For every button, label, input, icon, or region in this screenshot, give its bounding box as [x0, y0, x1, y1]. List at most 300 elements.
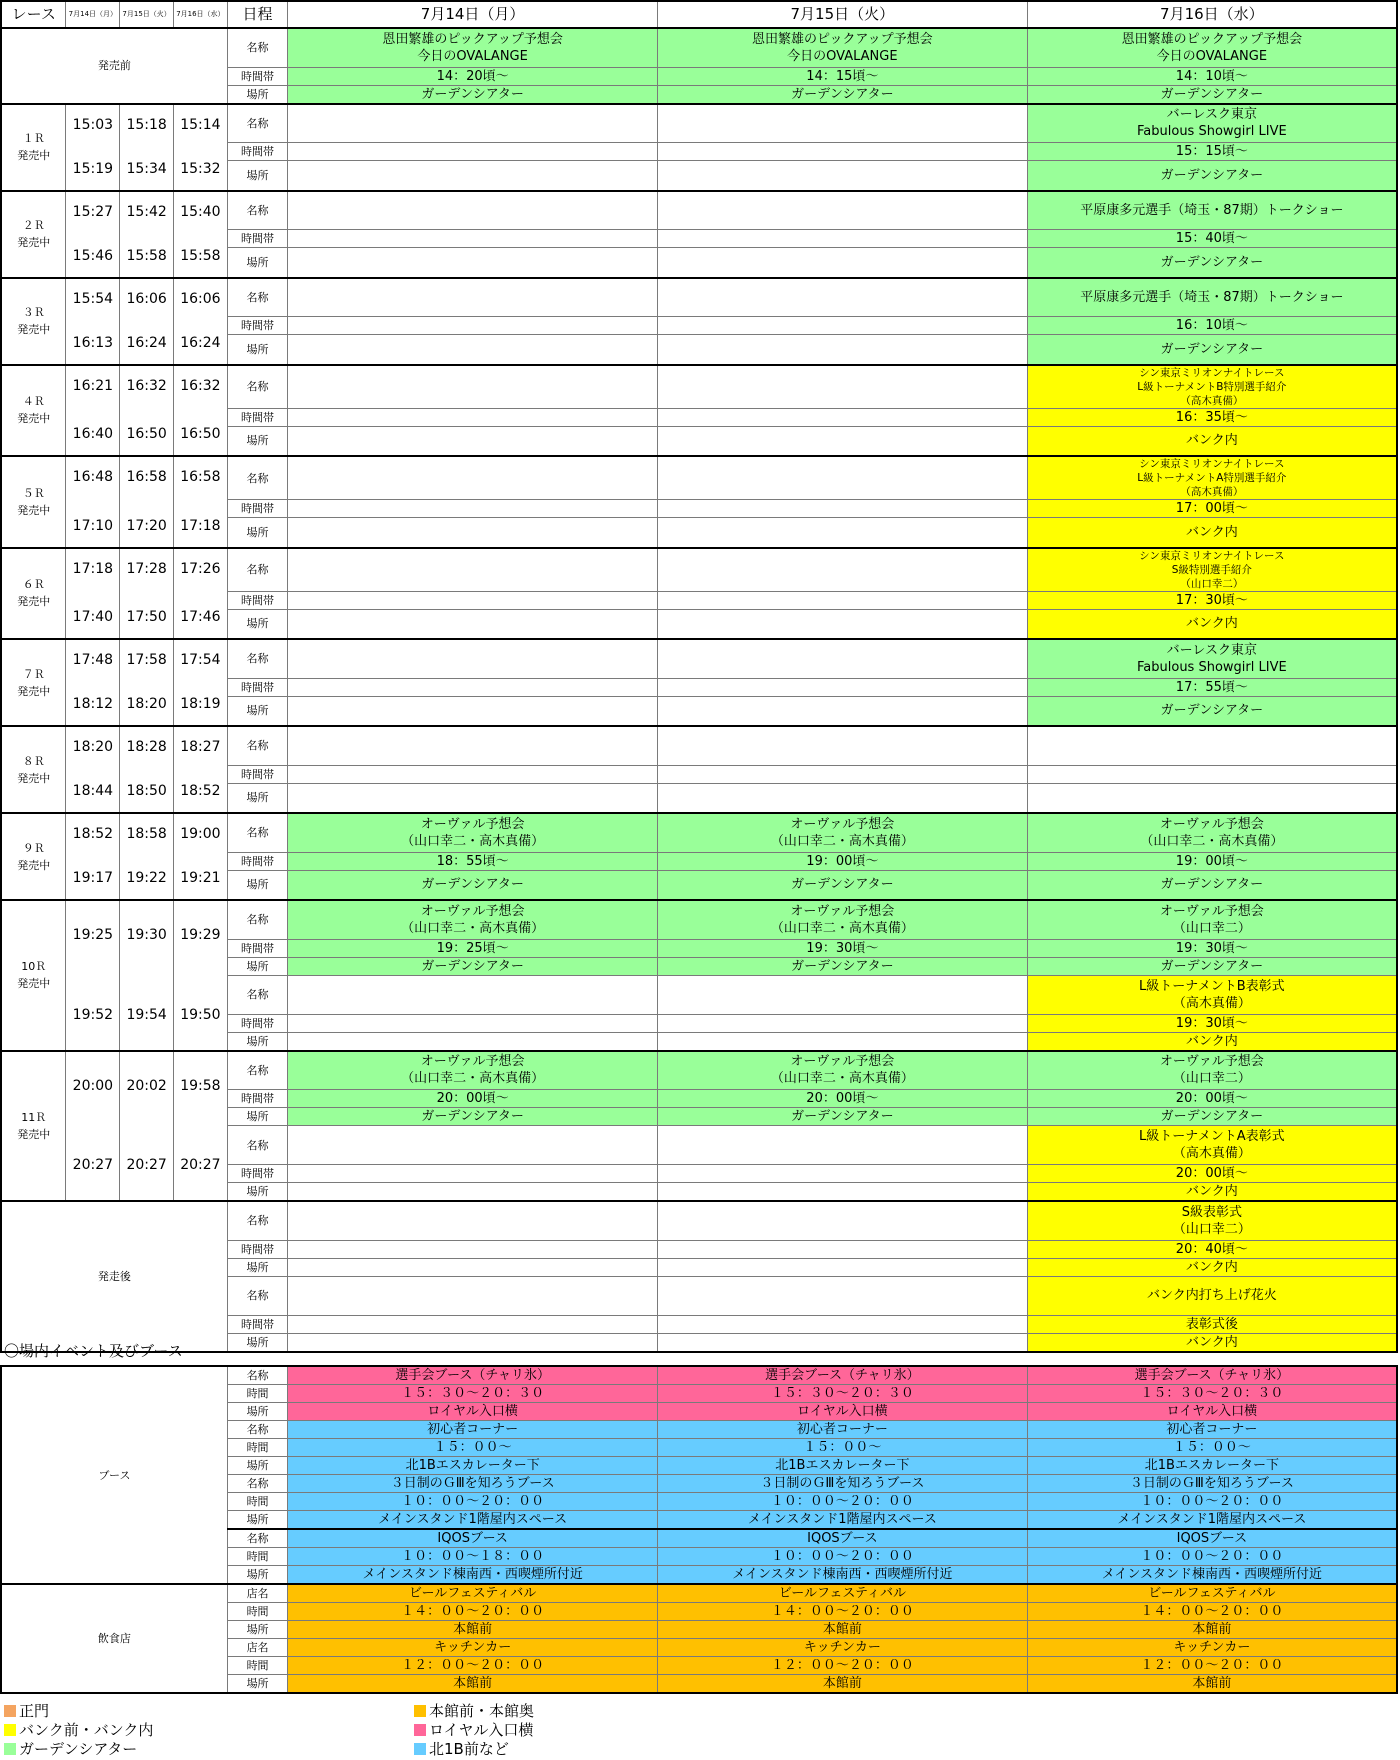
race-time: 18:20	[66, 726, 120, 783]
event-time: 14：15頃～	[657, 67, 1027, 85]
race-label: ８Ｒ 発売中	[1, 726, 66, 813]
place-label: 場所	[227, 1333, 288, 1352]
race-time: 16:50	[120, 426, 174, 456]
name-label: 名称	[227, 456, 288, 500]
booth-time: １５：３０～２０：３０	[288, 1385, 658, 1403]
booth-time: １０：００～２０：００	[1027, 1493, 1397, 1511]
legend-item	[414, 1721, 533, 1740]
event-cell: 恩田繁雄のピックアップ予想会 今日のOVALANGE	[1027, 28, 1397, 67]
legend-item	[414, 1740, 509, 1759]
legend-item	[4, 1702, 49, 1721]
race-row-6r	[1, 548, 1397, 592]
booth-place: ロイヤル入口横	[288, 1403, 658, 1421]
place-label: 場所	[227, 1108, 288, 1126]
shop-label: 店名	[227, 1584, 288, 1603]
event-place: ガーデンシアター	[657, 870, 1027, 900]
name-label: 名称	[227, 813, 288, 852]
race-time: 16:24	[120, 335, 174, 365]
event-place: バンク内	[1027, 1333, 1397, 1352]
race-time: 17:26	[174, 548, 228, 610]
food-place: 本館前	[1027, 1621, 1397, 1639]
pre-sale-label: 発売前	[1, 28, 227, 104]
event-place: ガーデンシアター	[1027, 248, 1397, 278]
place-label: 場所	[227, 870, 288, 900]
name-label: 名称	[227, 1529, 288, 1548]
event-place: バンク内	[1027, 609, 1397, 639]
post-race-row	[1, 1201, 1397, 1240]
race-label: ４Ｒ 発売中	[1, 365, 66, 457]
time-band-label: 時間帯	[227, 765, 288, 783]
day-header-1: 7月14日（月）	[288, 1, 658, 28]
race-time: 18:52	[174, 783, 228, 813]
place-label: 場所	[227, 1032, 288, 1051]
food-place: 本館前	[658, 1675, 1028, 1694]
event-cell: オーヴァル予想会 （山口幸二・高木真備）	[657, 813, 1027, 852]
race-time: 15:18	[120, 104, 174, 161]
legend-label: ロイヤル入口横	[429, 1721, 534, 1739]
race-time: 19:30	[120, 900, 174, 975]
event-place: ガーデンシアター	[1027, 957, 1397, 975]
event-time: 18：55頃～	[288, 852, 658, 870]
legend-item	[4, 1721, 153, 1740]
race-time: 17:48	[66, 639, 120, 696]
race-label: 11Ｒ 発売中	[1, 1051, 66, 1202]
race-time: 20:02	[120, 1051, 174, 1126]
food-time: １２：００～２０：００	[658, 1657, 1028, 1675]
event-time: 20：40頃～	[1027, 1240, 1397, 1258]
time-band-label: 時間帯	[227, 1240, 288, 1258]
race-time: 18:50	[120, 783, 174, 813]
name-label: 名称	[227, 726, 288, 765]
event-place: バンク内	[1027, 518, 1397, 548]
place-label: 場所	[227, 1457, 288, 1475]
race-time: 19:21	[174, 870, 228, 900]
place-label: 場所	[227, 518, 288, 548]
event-cell: S級表彰式 （山口幸二）	[1027, 1201, 1397, 1240]
event-place: ガーデンシアター	[288, 870, 658, 900]
race-row-7r	[1, 639, 1397, 678]
race-time: 16:13	[66, 335, 120, 365]
race-time: 20:27	[120, 1126, 174, 1202]
pre-sale-row	[1, 28, 1397, 67]
race-time: 17:54	[174, 639, 228, 696]
place-label: 場所	[227, 85, 288, 104]
booth-name: IQOSブース	[1027, 1529, 1397, 1548]
event-cell: オーヴァル予想会 （山口幸二・高木真備）	[288, 1051, 658, 1090]
event-time: 15：40頃～	[1027, 230, 1397, 248]
time-band-label: 時間帯	[227, 678, 288, 696]
name-label: 名称	[227, 1475, 288, 1493]
race-time: 19:52	[66, 975, 120, 1051]
event-cell: オーヴァル予想会 （山口幸二）	[1027, 1051, 1397, 1090]
race-time: 16:06	[120, 278, 174, 335]
name-label: 名称	[227, 1276, 288, 1315]
event-cell: オーヴァル予想会 （山口幸二・高木真備）	[1027, 813, 1397, 852]
race-time: 18:52	[66, 813, 120, 870]
event-time: 19：00頃～	[657, 852, 1027, 870]
time-band-label: 時間帯	[227, 939, 288, 957]
event-time: 表彰式後	[1027, 1315, 1397, 1333]
race-time: 18:28	[120, 726, 174, 783]
race-time: 17:58	[120, 639, 174, 696]
event-cell: オーヴァル予想会 （山口幸二・高木真備）	[288, 813, 658, 852]
race-label: ６Ｒ 発売中	[1, 548, 66, 640]
food-name: キッチンカー	[288, 1639, 658, 1657]
legend-label: 本館前・本館奥	[429, 1702, 535, 1720]
name-label: 名称	[227, 278, 288, 317]
booth-name: ３日制のＧⅢを知ろうブース	[658, 1475, 1028, 1493]
food-place: 本館前	[288, 1621, 658, 1639]
race-time: 18:44	[66, 783, 120, 813]
name-label: 名称	[227, 900, 288, 939]
booth-time: １５：００～	[288, 1439, 658, 1457]
race-time: 15:46	[66, 248, 120, 278]
legend-swatch	[414, 1724, 426, 1736]
food-time: １２：００～２０：００	[1027, 1657, 1397, 1675]
race-time: 16:32	[120, 365, 174, 427]
race-time: 17:40	[66, 609, 120, 639]
place-label: 場所	[227, 696, 288, 726]
legend-swatch	[4, 1724, 16, 1736]
name-label: 名称	[227, 548, 288, 592]
booth-time: １０：００～１８：００	[288, 1548, 658, 1566]
time-band-label: 時間帯	[227, 1014, 288, 1032]
time-band-label: 時間帯	[227, 67, 288, 85]
place-label: 場所	[227, 1258, 288, 1276]
booth-name: 選手会ブース（チャリ氷）	[658, 1366, 1028, 1385]
booth-time: １５：３０～２０：３０	[1027, 1385, 1397, 1403]
race-time: 18:20	[120, 696, 174, 726]
booth-name: 選手会ブース（チャリ氷）	[1027, 1366, 1397, 1385]
time-band-label: 時間帯	[227, 230, 288, 248]
event-place: ガーデンシアター	[657, 1108, 1027, 1126]
food-name: ビールフェスティバル	[288, 1584, 658, 1603]
name-label: 名称	[227, 1366, 288, 1385]
booth-section-label: ブース	[1, 1366, 227, 1584]
race-time: 19:50	[174, 975, 228, 1051]
name-label: 名称	[227, 365, 288, 409]
race-row-3r	[1, 278, 1397, 317]
race-time: 15:27	[66, 191, 120, 248]
legend-swatch	[414, 1743, 426, 1755]
legend-swatch	[414, 1705, 426, 1717]
food-row	[1, 1584, 1397, 1603]
booth-name: IQOSブース	[658, 1529, 1028, 1548]
time-band-label: 時間帯	[227, 317, 288, 335]
race-row-2r	[1, 191, 1397, 230]
race-header: レース	[1, 1, 66, 28]
event-cell: バンク内打ち上げ花火	[1027, 1276, 1397, 1315]
food-time: １２：００～２０：００	[288, 1657, 658, 1675]
booth-place: メインスタンド1階屋内スペース	[658, 1511, 1028, 1530]
event-time: 15：15頃～	[1027, 143, 1397, 161]
booth-section-heading: 〇場内イベント及びブース	[4, 1342, 183, 1360]
race-time: 16:24	[174, 335, 228, 365]
booth-place: 北1Bエスカレーター下	[1027, 1457, 1397, 1475]
place-label: 場所	[227, 335, 288, 365]
food-name: ビールフェスティバル	[658, 1584, 1028, 1603]
race-label: ７Ｒ 発売中	[1, 639, 66, 726]
race-row-1r	[1, 104, 1397, 143]
booth-name: 初心者コーナー	[658, 1421, 1028, 1439]
time-band-label: 時間帯	[227, 591, 288, 609]
event-time: 16：10頃～	[1027, 317, 1397, 335]
event-cell: バーレスク東京 Fabulous Showgirl LIVE	[1027, 639, 1397, 678]
race-row-9r	[1, 813, 1397, 852]
schedule-header: 日程	[227, 1, 288, 28]
race-time: 15:03	[66, 104, 120, 161]
event-cell: オーヴァル予想会 （山口幸二・高木真備）	[657, 1051, 1027, 1090]
race-time: 19:54	[120, 975, 174, 1051]
race-label: ５Ｒ 発売中	[1, 456, 66, 548]
legend-item	[4, 1740, 137, 1759]
day-header-3: 7月16日（水）	[1027, 1, 1397, 28]
food-place: 本館前	[1027, 1675, 1397, 1694]
food-name: キッチンカー	[1027, 1639, 1397, 1657]
event-cell: 恩田繁雄のピックアップ予想会 今日のOVALANGE	[657, 28, 1027, 67]
event-cell: オーヴァル予想会 （山口幸二）	[1027, 900, 1397, 939]
event-time: 20：00頃～	[1027, 1165, 1397, 1183]
place-label: 場所	[227, 1183, 288, 1202]
place-label: 場所	[227, 783, 288, 813]
booth-place: ロイヤル入口横	[658, 1403, 1028, 1421]
date-header-3: 7月16日（水）	[174, 1, 228, 28]
event-time: 20：00頃～	[288, 1090, 658, 1108]
event-cell: オーヴァル予想会 （山口幸二・高木真備）	[288, 900, 658, 939]
event-time: 17：00頃～	[1027, 500, 1397, 518]
food-section-label: 飲食店	[1, 1584, 227, 1693]
event-place: ガーデンシアター	[1027, 696, 1397, 726]
booth-time: １０：００～２０：００	[288, 1493, 658, 1511]
time-band-label: 時間帯	[227, 500, 288, 518]
event-cell: シン東京ミリオンナイトレース L級トーナメントA特別選手紹介 （高木真備）	[1027, 456, 1397, 500]
booth-time: １５：３０～２０：３０	[658, 1385, 1028, 1403]
race-time: 19:22	[120, 870, 174, 900]
time-band-label: 時間帯	[227, 852, 288, 870]
booth-place: メインスタンド棟南西・西喫煙所付近	[658, 1566, 1028, 1585]
time-band-label: 時間帯	[227, 143, 288, 161]
race-time: 15:58	[174, 248, 228, 278]
booth-place: メインスタンド1階屋内スペース	[1027, 1511, 1397, 1530]
event-time: 19：30頃～	[1027, 1014, 1397, 1032]
race-time: 17:10	[66, 518, 120, 548]
legend-swatch	[4, 1743, 16, 1755]
food-time: １４：００～２０：００	[288, 1603, 658, 1621]
time-band-label: 時間帯	[227, 1165, 288, 1183]
event-time: 20：00頃～	[657, 1090, 1027, 1108]
event-cell: 恩田繁雄のピックアップ予想会 今日のOVALANGE	[288, 28, 658, 67]
race-time: 16:48	[66, 456, 120, 518]
name-label: 名称	[227, 191, 288, 230]
name-label: 名称	[227, 1421, 288, 1439]
name-label: 名称	[227, 1051, 288, 1090]
booth-row	[1, 1366, 1397, 1385]
time-band-label: 時間帯	[227, 408, 288, 426]
event-place: ガーデンシアター	[1027, 335, 1397, 365]
name-label: 名称	[227, 639, 288, 678]
time-label: 時間	[227, 1439, 288, 1457]
booth-table	[0, 1365, 1398, 1694]
place-label: 場所	[227, 1675, 288, 1694]
shop-label: 店名	[227, 1639, 288, 1657]
food-time: １４：００～２０：００	[658, 1603, 1028, 1621]
legend-label: 正門	[19, 1702, 50, 1720]
food-name: ビールフェスティバル	[1027, 1584, 1397, 1603]
name-label: 名称	[227, 104, 288, 143]
booth-time: １５：００～	[658, 1439, 1028, 1457]
name-label: 名称	[227, 1201, 288, 1240]
race-time: 19:25	[66, 900, 120, 975]
day-header-2: 7月15日（火）	[657, 1, 1027, 28]
event-place: バンク内	[1027, 1032, 1397, 1051]
legend-label: 北1B前など	[429, 1740, 509, 1758]
event-time: 19：30頃～	[657, 939, 1027, 957]
race-time: 15:34	[120, 161, 174, 191]
name-label: 名称	[227, 1126, 288, 1165]
time-label: 時間	[227, 1603, 288, 1621]
race-time: 15:40	[174, 191, 228, 248]
event-time: 20：00頃～	[1027, 1090, 1397, 1108]
event-cell: バーレスク東京 Fabulous Showgirl LIVE	[1027, 104, 1397, 143]
race-time: 15:19	[66, 161, 120, 191]
race-time: 17:18	[66, 548, 120, 610]
event-place: ガーデンシアター	[1027, 870, 1397, 900]
race-time: 16:32	[174, 365, 228, 427]
place-label: 場所	[227, 1621, 288, 1639]
event-place: バンク内	[1027, 1258, 1397, 1276]
time-label: 時間	[227, 1493, 288, 1511]
event-time: 14：20頃～	[288, 67, 658, 85]
race-time: 20:27	[174, 1126, 228, 1202]
race-time: 17:20	[120, 518, 174, 548]
race-label: １Ｒ 発売中	[1, 104, 66, 191]
booth-name: 選手会ブース（チャリ氷）	[288, 1366, 658, 1385]
race-label: ９Ｒ 発売中	[1, 813, 66, 900]
event-cell: L級トーナメントB表彰式 （高木真備）	[1027, 975, 1397, 1014]
food-place: 本館前	[288, 1675, 658, 1694]
legend-label: バンク前・バンク内	[19, 1721, 154, 1739]
race-row-8r	[1, 726, 1397, 765]
event-time: 14：10頃～	[1027, 67, 1397, 85]
date-header-1: 7月14日（月）	[66, 1, 120, 28]
booth-place: 北1Bエスカレーター下	[658, 1457, 1028, 1475]
food-time: １４：００～２０：００	[1027, 1603, 1397, 1621]
race-time: 17:46	[174, 609, 228, 639]
race-time: 18:58	[120, 813, 174, 870]
food-name: キッチンカー	[658, 1639, 1028, 1657]
place-label: 場所	[227, 957, 288, 975]
booth-name: ３日制のＧⅢを知ろうブース	[288, 1475, 658, 1493]
race-time: 18:19	[174, 696, 228, 726]
place-label: 場所	[227, 1511, 288, 1530]
booth-name: 初心者コーナー	[1027, 1421, 1397, 1439]
event-cell: 平原康多元選手（埼玉・87期）トークショー	[1027, 278, 1397, 317]
booth-place: ロイヤル入口横	[1027, 1403, 1397, 1421]
booth-place: 北1Bエスカレーター下	[288, 1457, 658, 1475]
event-cell: シン東京ミリオンナイトレース S級特別選手紹介 （山口幸二）	[1027, 548, 1397, 592]
race-time: 16:58	[174, 456, 228, 518]
race-time: 15:14	[174, 104, 228, 161]
booth-time: １５：００～	[1027, 1439, 1397, 1457]
event-cell: L級トーナメントA表彰式 （高木真備）	[1027, 1126, 1397, 1165]
race-row-4r	[1, 365, 1397, 409]
time-label: 時間	[227, 1657, 288, 1675]
post-race-label: 発走後	[1, 1201, 227, 1352]
booth-name: IQOSブース	[288, 1529, 658, 1548]
race-time: 15:32	[174, 161, 228, 191]
event-place: ガーデンシアター	[1027, 161, 1397, 191]
race-row-10r	[1, 900, 1397, 939]
race-time: 16:50	[174, 426, 228, 456]
name-label: 名称	[227, 975, 288, 1014]
event-time: 19：25頃～	[288, 939, 658, 957]
race-label: ２Ｒ 発売中	[1, 191, 66, 278]
place-label: 場所	[227, 248, 288, 278]
booth-place: メインスタンド棟南西・西喫煙所付近	[1027, 1566, 1397, 1585]
place-label: 場所	[227, 1566, 288, 1585]
race-time: 18:12	[66, 696, 120, 726]
legend-swatch	[4, 1705, 16, 1717]
event-cell: オーヴァル予想会 （山口幸二・高木真備）	[657, 900, 1027, 939]
place-label: 場所	[227, 609, 288, 639]
place-label: 場所	[227, 161, 288, 191]
place-label: 場所	[227, 426, 288, 456]
race-time: 16:21	[66, 365, 120, 427]
event-cell: シン東京ミリオンナイトレース L級トーナメントB特別選手紹介 （高木真備）	[1027, 365, 1397, 409]
race-time: 15:42	[120, 191, 174, 248]
booth-name: ３日制のＧⅢを知ろうブース	[1027, 1475, 1397, 1493]
legend-label: ガーデンシアター	[19, 1740, 138, 1758]
event-place: バンク内	[1027, 1183, 1397, 1202]
event-time: 16：35頃～	[1027, 408, 1397, 426]
event-time: 17：30頃～	[1027, 591, 1397, 609]
race-time: 20:00	[66, 1051, 120, 1126]
time-label: 時間	[227, 1385, 288, 1403]
race-time: 16:58	[120, 456, 174, 518]
event-time: 19：30頃～	[1027, 939, 1397, 957]
event-place: ガーデンシアター	[288, 957, 658, 975]
place-label: 場所	[227, 1403, 288, 1421]
race-label: 10Ｒ 発売中	[1, 900, 66, 1051]
race-time: 17:28	[120, 548, 174, 610]
booth-name: 初心者コーナー	[288, 1421, 658, 1439]
race-time: 17:18	[174, 518, 228, 548]
time-label: 時間	[227, 1548, 288, 1566]
race-time: 16:06	[174, 278, 228, 335]
race-time: 16:40	[66, 426, 120, 456]
race-time: 15:54	[66, 278, 120, 335]
booth-place: メインスタンド棟南西・西喫煙所付近	[288, 1566, 658, 1585]
race-time: 19:17	[66, 870, 120, 900]
time-band-label: 時間帯	[227, 1090, 288, 1108]
event-cell: 平原康多元選手（埼玉・87期）トークショー	[1027, 191, 1397, 230]
booth-time: １０：００～２０：００	[658, 1548, 1028, 1566]
name-label: 名称	[227, 28, 288, 67]
booth-time: １０：００～２０：００	[658, 1493, 1028, 1511]
booth-place: メインスタンド1階屋内スペース	[288, 1511, 658, 1530]
time-band-label: 時間帯	[227, 1315, 288, 1333]
food-place: 本館前	[658, 1621, 1028, 1639]
date-header-2: 7月15日（火）	[120, 1, 174, 28]
event-place: ガーデンシアター	[288, 85, 658, 104]
event-place: ガーデンシアター	[288, 1108, 658, 1126]
event-place: バンク内	[1027, 426, 1397, 456]
event-time: 19：00頃～	[1027, 852, 1397, 870]
race-time: 18:27	[174, 726, 228, 783]
race-row-5r	[1, 456, 1397, 500]
race-time: 19:00	[174, 813, 228, 870]
event-place: ガーデンシアター	[657, 957, 1027, 975]
